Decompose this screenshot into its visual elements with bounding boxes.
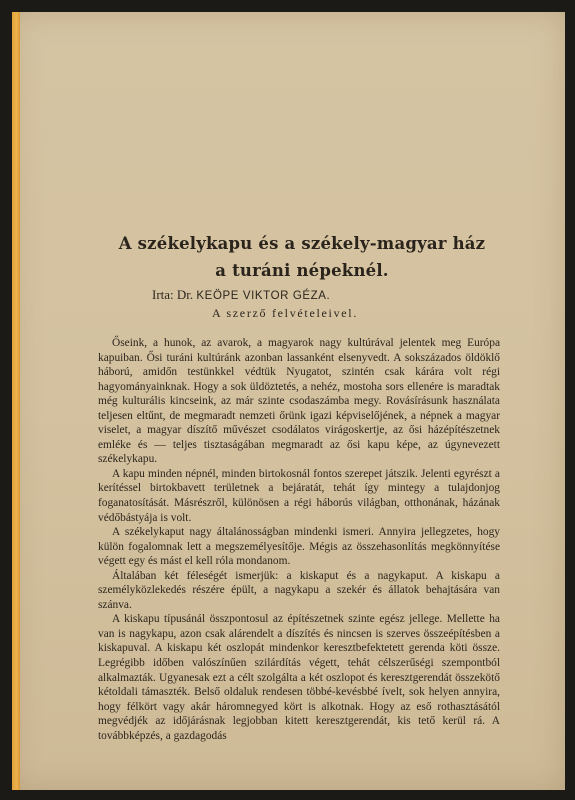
paragraph-1: Őseink, a hunok, az avarok, a magyarok nagy kultúrával jelentek meg Európa kapuiban. Ősi turáni kultúránk azonban lassanként elsenyvedt. A sokszázados öldöklő háború, amidőn testünkkel védtük Nyugatot, szintén csak kárára volt régi hagyományainknak. Hogy a sok üldöztetés, a nehéz, mostoha sors ellenére is maradtak még kulturális kincseink, az már szinte csodaszámba megy. Rovásírásunk használata teljesen eltűnt, de megmaradt nemzeti őrünk igazi képviselőjének, a népnek a magyar viselet, a magyar díszítő művészet csodálatos virágoskertje, az ősi házépítészetnek emléke és — teljes tisztaságában megmaradt az ősi kapu képe, az úgynevezett székelykapu. — [98, 337, 500, 466]
author-prefix: Irta: Dr. — [152, 287, 194, 302]
paragraph-2: A kapu minden népnél, minden birtokosnál fontos szerepet játszik. Jelenti egyrészt a kerítéssel birtokbavett területnek a bejáratát, tehát így mintegy a tulajdonjog foganatosítását. Másrészről, különösen a régi háborús világban, otthonának, házának védőbástyája is volt. — [98, 467, 500, 524]
title-line-2: a turáni népeknél. — [215, 261, 389, 280]
author-line — [152, 287, 472, 303]
paragraph-4: Általában két féleségét ismerjük: a kiskaput és a nagykaput. A kiskapu a személyközlekedés részére épült, a nagykapu a szekér és állatok behajtására van szánva. — [98, 569, 500, 611]
article-body — [98, 336, 500, 743]
photo-credit: A szerző felvételeivel. — [212, 306, 359, 320]
paragraph-5: A kiskapu típusánál összpontosul az építészetnek szinte egész jellege. Mellette ha van is nagykapu, azon csak alárendelt a díszítés és nincsen is szerves összeépítésben a kiskapuval. A kiskapu két oszlopát mindenkor keresztbefektetett gerenda köti össze. Legrégibb időben valószínűen szilárdítás végett, tehát célszerűségi szempontból alkalmazták. Ugyanesak ezt a célt szolgálta a két oszlopot és keresztgerendát összekötő kétoldali támaszték. Belső oldaluk rendesen többé-kevésbbé ívelt, sok helyen annyira, hogy félkört vagy akár háromnegyed kört is alkotnak. Hogy az eső rothasztásától megvédjék az időjárásnak legjobban kitett keresztgerendát, kis tető kerül rá. A továbbképzés, a gazdagodás — [98, 613, 500, 742]
title-line-1: A székelykapu és a székely-magyar ház — [118, 234, 486, 253]
document-page — [12, 12, 565, 790]
yellow-binding-spine — [12, 12, 20, 790]
article-title — [82, 230, 522, 284]
paragraph-3: A székelykaput nagy általánosságban mindenki ismeri. Annyira jellegzetes, hogy külön fogalomnak lett a megszemélyesítője. Mégis az összehasonlítás megkönnyítése végett egy és mást el kell róla mondanom. — [98, 526, 500, 568]
author-name: KEÖPE VIKTOR GÉZA. — [196, 290, 331, 302]
